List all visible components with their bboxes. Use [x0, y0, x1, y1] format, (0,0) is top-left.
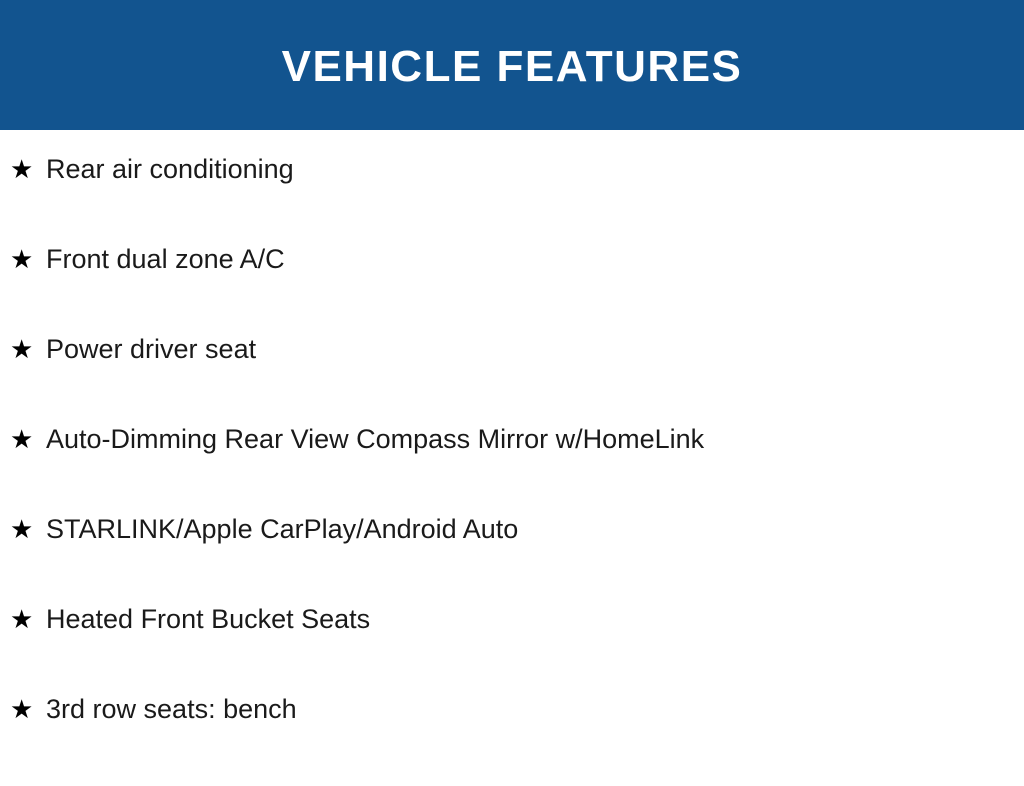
feature-label: Power driver seat	[46, 334, 257, 364]
list-item	[0, 606, 1024, 696]
page-title: VEHICLE FEATURES	[281, 42, 743, 91]
star-icon: ★	[10, 154, 34, 184]
list-item	[0, 426, 1024, 516]
feature-label: Rear air conditioning	[46, 154, 294, 184]
list-item	[0, 516, 1024, 606]
feature-label: Auto-Dimming Rear View Compass Mirror w/HomeLink	[46, 424, 705, 454]
feature-label: STARLINK/Apple CarPlay/Android Auto	[46, 514, 519, 544]
feature-label: Front dual zone A/C	[46, 244, 285, 274]
star-icon: ★	[10, 424, 34, 454]
feature-label: Heated Front Bucket Seats	[46, 604, 371, 634]
features-list	[0, 130, 1024, 786]
list-item	[0, 246, 1024, 336]
list-item	[0, 336, 1024, 426]
star-icon: ★	[10, 604, 34, 634]
star-icon: ★	[10, 334, 34, 364]
star-icon: ★	[10, 244, 34, 274]
feature-label: 3rd row seats: bench	[46, 694, 297, 724]
header-bar	[0, 0, 1024, 130]
star-icon: ★	[10, 694, 34, 724]
list-item	[0, 696, 1024, 786]
list-item	[0, 156, 1024, 246]
star-icon: ★	[10, 514, 34, 544]
